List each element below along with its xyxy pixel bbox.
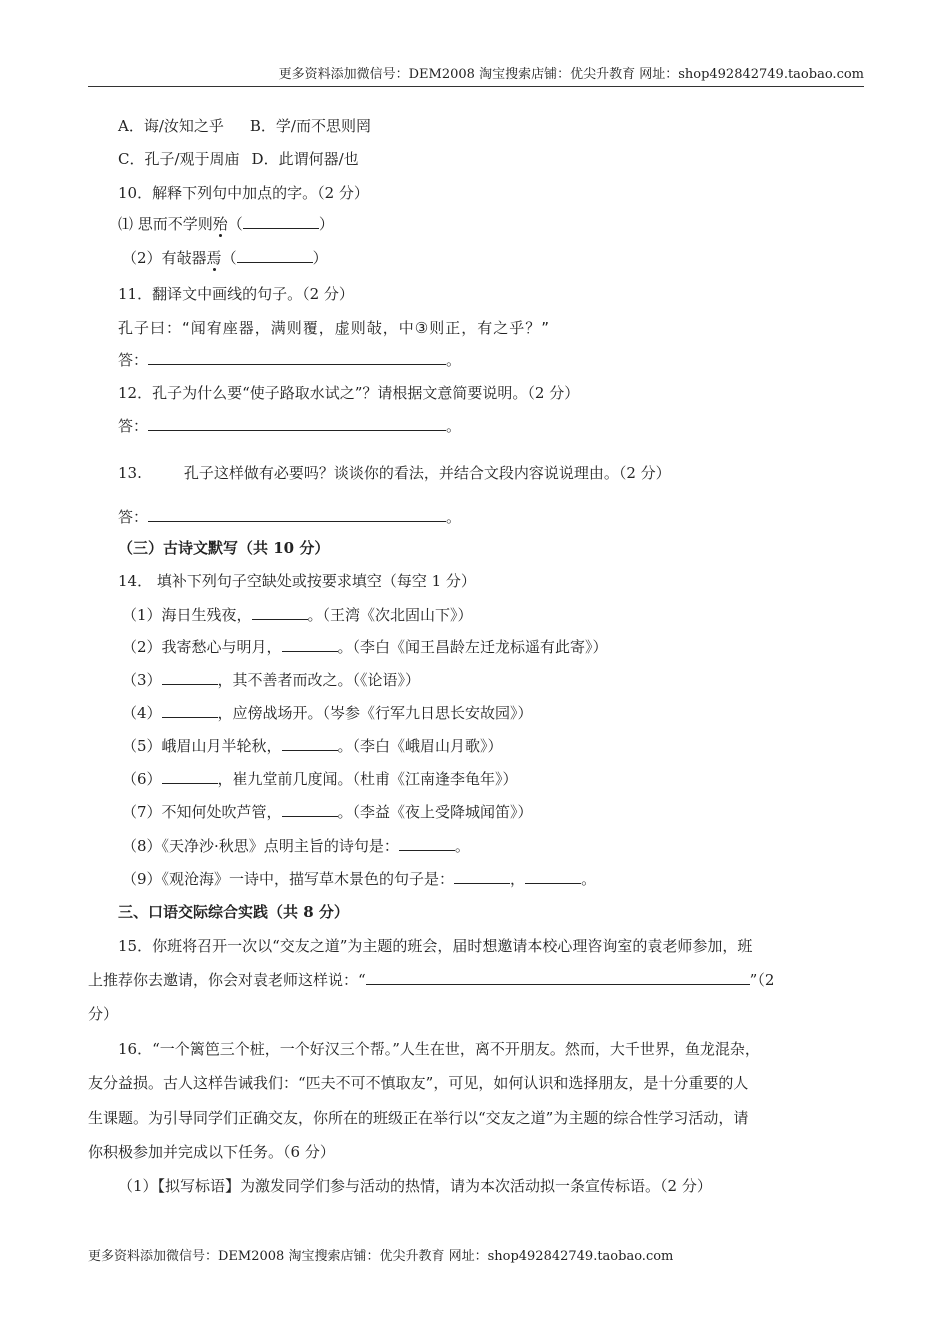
q9-options-row2 [118,149,359,169]
q10-stem: 10．解释下列句中加点的字。（2 分） [118,184,369,202]
part-3-title: 三、口语交际综合实践（共 8 分） [118,903,349,921]
q15-line1: 15．你班将召开一次以“交友之道”为主题的班会，届时想邀请本校心理咨询室的袁老师参加，班 [118,937,753,955]
q14-item-9: （9）《观沧海》一诗中，描写草木景色的句子是： ， 。 [122,870,597,888]
q11-stem: 11．翻译文中画线的句子。（2 分） [118,285,354,303]
q13-answer: 答： 。 [118,508,462,526]
q9-option-c: C．孔子/观于周庙 [118,150,240,168]
q11-quote: 孔子曰：“闻宥座器，满则覆，虚则敧，中③则正，有之乎？” [118,319,550,337]
q13-stem: 孔子这样做有必要吗？谈谈你的看法，并结合文段内容说说理由。（2 分） [183,464,671,482]
q10-item1: ⑴ 思而不学则殆（ ） [118,215,334,233]
q14-item: （5）峨眉山月半轮秋， 。（李白《峨眉山月歌》） [122,737,503,755]
q16-line4: 你积极参加并完成以下任务。（6 分） [88,1143,335,1161]
q14-blank[interactable] [162,703,218,718]
q9-option-a: A．诲/汝知之乎 [118,117,224,135]
q14-item: （8）《天净沙·秋思》点明主旨的诗句是： 。 [122,837,470,855]
q14-item: （2）我寄愁心与明月， 。（李白《闻王昌龄左迁龙标遥有此寄》） [122,638,608,656]
q11-answer-line[interactable] [148,350,446,365]
q10-blank-1[interactable] [243,214,319,229]
q14-stem: 14． 填补下列句子空缺处或按要求填空（每空 1 分） [118,572,476,590]
q14-blank[interactable] [162,769,218,784]
q14-blank-9b[interactable] [525,869,581,884]
q16-line3: 生课题。为引导同学们正确交友，你所在的班级正在举行以“交友之道”为主题的综合性学习活动，请 [88,1109,749,1127]
q14-item: （6） ，崔九堂前几度闻。（杜甫《江南逢李龟年》） [122,770,518,788]
q14-blank[interactable] [282,637,338,652]
q14-item: （1）海日生残夜， 。（王湾《次北固山下》） [122,606,473,624]
q15-line3: 分） [88,1005,119,1023]
q12-answer: 答： 。 [118,417,462,435]
q14-blank[interactable] [252,605,308,620]
q12-stem: 12．孔子为什么要“使子路取水试之”？请根据文意简要说明。（2 分） [118,384,580,402]
q14-blank[interactable] [399,836,455,851]
page-header: 更多资料添加微信号：DEM2008 淘宝搜索店铺：优尖升教育 网址：shop492842749.taobao.com [88,66,864,87]
q15-line2: 上推荐你去邀请，你会对袁老师这样说：“ ”（2 [88,971,775,989]
q16-line1: 16．“一个篱笆三个桩，一个好汉三个帮。”人生在世，离不开朋友。然而，大千世界，鱼龙混杂， [118,1040,760,1058]
q9-option-d: D．此谓何器/也 [251,150,359,168]
q12-answer-line[interactable] [148,416,446,431]
q13-number: 13. [118,464,142,482]
q14-blank[interactable] [282,802,338,817]
page-footer: 更多资料添加微信号：DEM2008 淘宝搜索店铺：优尖升教育 网址：shop492842749.taobao.com [88,1249,674,1264]
q10-dotted-char-2: 焉 [206,249,222,267]
q15-answer-line[interactable] [366,970,750,985]
q14-item: （7）不知何处吹芦管， 。（李益《夜上受降城闻笛》） [122,803,533,821]
q13-answer-line[interactable] [148,507,446,522]
q14-item: （4） ，应傍战场开。（岑参《行军九日思长安故园》） [122,704,533,722]
q14-blank[interactable] [162,670,218,685]
q9-options-row1 [118,116,371,136]
q10-item2: （2）有敧器焉（ ） [122,249,328,267]
q14-item: （3） ，其不善者而改之。（《论语》） [122,671,421,689]
q14-blank[interactable] [282,736,338,751]
q10-blank-2[interactable] [237,248,313,263]
q10-dotted-char-1: 殆 [212,215,228,233]
q9-option-b: B．学/而不思则罔 [249,117,371,135]
q16-line2: 友分益损。古人这样告诫我们：“匹夫不可不慎取友”，可见，如何认识和选择朋友，是十分重要的人 [88,1074,749,1092]
q13-stem-row [118,463,671,483]
section-3-title: （三）古诗文默写（共 10 分） [118,539,330,557]
q11-answer: 答： 。 [118,351,462,369]
q16-task1: （1）【拟写标语】为激发同学们参与活动的热情，请为本次活动拟一条宣传标语。（2 分） [118,1177,712,1195]
q14-blank-9a[interactable] [454,869,510,884]
